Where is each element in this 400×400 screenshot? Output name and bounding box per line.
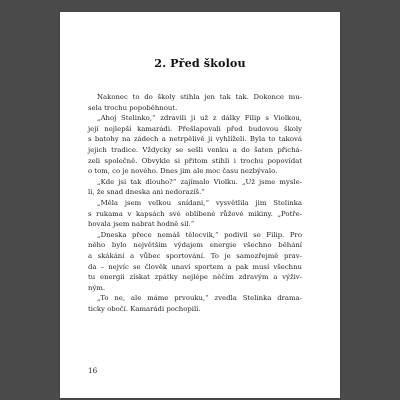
chapter-title: 2. Před školou (154, 56, 246, 70)
text-line: „Měla jsem velkou snídani,“ vysvětlila jim Stelinka (97, 198, 302, 207)
text-line: o tom, co je nového. Dnes jim ale moc času nezbývalo. (88, 167, 278, 176)
text-line: tu energii získat zpátky nejlépe něčím zdravým a výživ- (88, 273, 302, 282)
text-line: jejich tradice. Vždycky se sešli venku a do šaten přichá- (88, 145, 302, 154)
text-line: da – nejvíc se člověk unaví sportem a pak musí všechnu (88, 262, 302, 271)
text-line: „To ne, ale máme prvouku,“ zvedla Stelinka drama- (97, 294, 302, 303)
text-line: ticky obočí. Kamarádi pochopili. (88, 304, 201, 313)
book-page (60, 12, 340, 398)
text-line: ným. (88, 283, 106, 292)
text-line: něho bylo největším výdajem energie všechno běhání (88, 241, 302, 250)
text-line: „Dneska přece nemáš tělocvik,“ podivil se Filip. Pro (97, 230, 302, 239)
page-number: 16 (88, 366, 98, 375)
text-line: zeli společně. Obvykle si přitom stihli i trochu popovídat (88, 156, 302, 165)
text-line: a skákání a vůbec sportování. To je samozřejmě prav- (88, 251, 302, 260)
text-line: s batohy na zádech a netrpělivě ji vyhlíželi. Byla to taková (88, 135, 302, 144)
text-line: Nakonec to do školy stihla jen tak tak. Dokonce mu- (97, 93, 302, 101)
body-text (88, 92, 302, 314)
text-line: „Ahoj Stelinko,“ zdravili ji už z dálky Filip s Violkou, (97, 114, 302, 123)
text-line: li, že snad dneska ani nedorazíš.“ (88, 188, 205, 197)
text-line: s rukama v kapsách své oblíbené růžové mikiny. „Potře- (88, 209, 302, 218)
text-line: její nejlepší kamarádi. Přešlapovali před budovou školy (88, 124, 302, 133)
text-line: sela trochu popoběhnout. (88, 103, 178, 112)
text-line: bovala jsem nabrat hodně sil.“ (88, 220, 195, 229)
text-line: „Kde jsi tak dlouho?“ zajímalo Violku. „Už jsme mysle- (97, 177, 302, 186)
